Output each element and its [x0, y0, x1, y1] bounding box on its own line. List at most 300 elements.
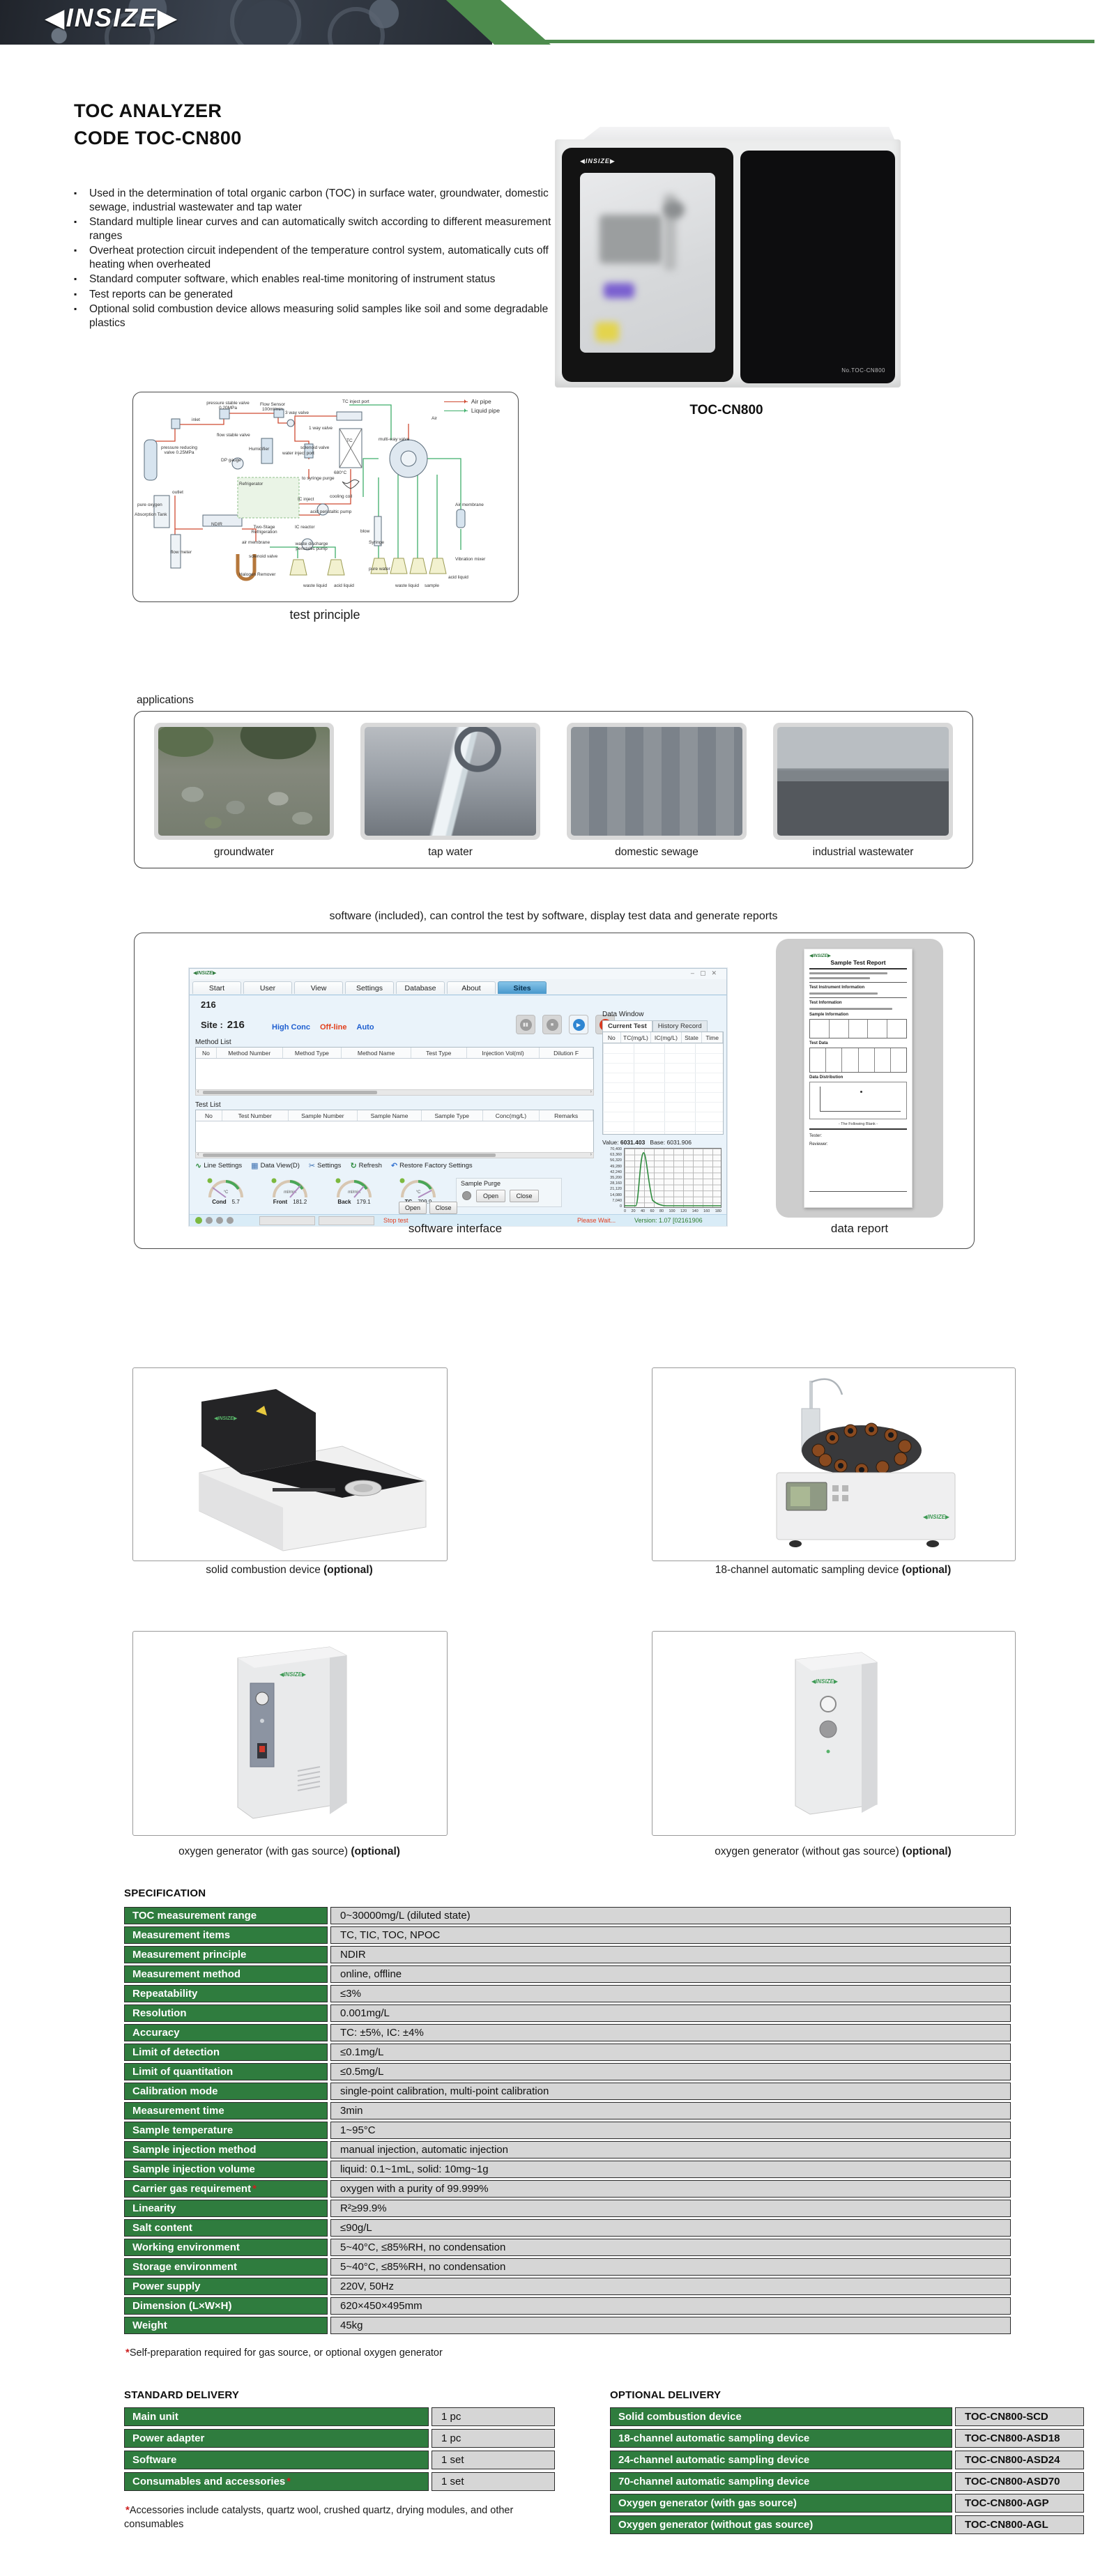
column-header: TC(mg/L)	[621, 1032, 651, 1043]
row-value: 1 set	[432, 2451, 555, 2469]
table-row	[124, 2180, 1011, 2198]
diagram-label: pressure reducing valve 0.25MPa	[160, 445, 198, 455]
row-value: oxygen with a purity of 99.999%	[330, 2180, 1011, 2198]
row-label: Dimension (L×W×H)	[124, 2297, 328, 2315]
badge-high-conc: High Conc	[272, 1023, 310, 1032]
row-label: Working environment	[124, 2239, 328, 2256]
tc-open-button[interactable]: Open	[399, 1202, 427, 1214]
gauge-value: 5.7	[231, 1199, 240, 1205]
table-row	[124, 2063, 1011, 2080]
row-value: TOC-CN800-ASD18	[955, 2429, 1084, 2448]
application-item	[360, 723, 540, 868]
diagram-label: solenoid valve	[249, 554, 278, 559]
row-value: TC: ±5%, IC: ±4%	[330, 2024, 1011, 2041]
accessories-footnote: *Accessories include catalysts, quartz wool, crushed quartz, drying modules, and other consumables	[124, 2504, 514, 2530]
toolbar-label: Refresh	[358, 1162, 382, 1170]
device-caption: oxygen generator (with gas source) (optional)	[178, 1846, 400, 1857]
table-row	[124, 2161, 1011, 2178]
row-value: TOC-CN800-AGP	[955, 2494, 1084, 2513]
diagram-label: Halogen Remover	[239, 572, 276, 577]
signal-curve	[625, 1153, 721, 1206]
method-list-scrollbar[interactable]: ‹ ›	[195, 1089, 594, 1096]
gauge-name: Cond	[212, 1199, 227, 1205]
row-label: Accuracy	[124, 2024, 328, 2041]
gauge-tc	[386, 1176, 450, 1205]
site-row	[201, 1019, 245, 1033]
purge-close-button[interactable]: Close	[510, 1190, 539, 1202]
test-principle-diagram	[133, 392, 518, 601]
report-section-title: Test Data	[809, 1041, 828, 1045]
application-item	[154, 723, 334, 868]
row-label: Power adapter	[124, 2429, 429, 2448]
table-row	[610, 2429, 1084, 2448]
applications-box	[134, 711, 973, 868]
table-row	[124, 1946, 1011, 1963]
column-header: Method Type	[283, 1048, 342, 1058]
legend-liquid-pipe: Liquid pipe	[444, 407, 500, 414]
y-tick-label: 42,240	[610, 1170, 622, 1174]
row-label: Sample injection method	[124, 2141, 328, 2159]
row-value: TOC-CN800-AGL	[955, 2515, 1084, 2534]
applications-heading: applications	[137, 694, 194, 706]
row-label: 70-channel automatic sampling device	[610, 2472, 952, 2491]
row-value: TC, TIC, TOC, NPOC	[330, 1926, 1011, 1944]
row-value: R²≥99.9%	[330, 2200, 1011, 2217]
play-button[interactable]: ▶	[569, 1015, 588, 1034]
column-header: No	[196, 1110, 222, 1121]
insize-logo: ◀INSIZE▶	[580, 158, 616, 164]
data-report-caption: data report	[830, 1222, 889, 1235]
table-row	[124, 2044, 1011, 2061]
report-blank-note: - The Following Blank -	[838, 1122, 878, 1126]
diagram-label: sample	[425, 583, 439, 588]
x-tick-label: 20	[631, 1209, 636, 1213]
toolbar-label: Data View(D)	[260, 1162, 300, 1170]
run-controls	[516, 1015, 615, 1034]
feature-list	[74, 187, 570, 331]
table-row	[610, 2407, 1084, 2426]
row-label: Salt content	[124, 2219, 328, 2237]
gauge-name: Back	[337, 1199, 351, 1205]
row-label: Sample injection volume	[124, 2161, 328, 2178]
table-row	[124, 2024, 1011, 2041]
test-list-label: Test List	[195, 1101, 221, 1109]
status-led-gray	[227, 1217, 234, 1224]
photo-frame	[360, 723, 540, 840]
insize-logo: ◀INSIZE▶	[45, 3, 179, 32]
row-value: 3min	[330, 2102, 1011, 2119]
diagram-label: flow meter	[171, 550, 192, 555]
report-title: Sample Test Report	[830, 959, 886, 966]
y-tick-label: 28,160	[610, 1181, 622, 1186]
legend-air-pipe: Air pipe	[444, 398, 500, 405]
toolbar-label: Settings	[317, 1162, 342, 1170]
row-label: Measurement time	[124, 2102, 328, 2119]
x-tick-label: 40	[640, 1209, 646, 1213]
y-tick-label: 14,080	[610, 1193, 622, 1197]
status-led-green	[195, 1217, 202, 1224]
method-list-label: Method List	[195, 1038, 231, 1046]
tab-start[interactable]: Start	[192, 981, 241, 994]
asterisk-marker: *	[287, 2476, 291, 2487]
svg-text:ml/min: ml/min	[284, 1190, 296, 1195]
row-label: Limit of detection	[124, 2044, 328, 2061]
gauge-readout	[322, 1199, 386, 1205]
row-value: 220V, 50Hz	[330, 2278, 1011, 2295]
diagram-label: waste liquid	[395, 583, 419, 588]
x-tick-label: 100	[669, 1209, 675, 1213]
row-label: Main unit	[124, 2407, 429, 2426]
table-row	[124, 2278, 1011, 2295]
version-text: Version: 1.07 [02161906	[634, 1217, 703, 1224]
specification-heading: SPECIFICATION	[124, 1887, 206, 1899]
row-value: 1 set	[432, 2472, 555, 2491]
column-header: Test Number	[222, 1110, 289, 1121]
row-value: TOC-CN800-SCD	[955, 2407, 1084, 2426]
air-pipe-line-icon	[444, 401, 468, 402]
row-value: ≤0.1mg/L	[330, 2044, 1011, 2061]
photo-caption: domestic sewage	[615, 846, 698, 858]
site-value: 216	[227, 1019, 245, 1031]
sample-purge-panel	[456, 1178, 562, 1207]
table-row	[610, 2494, 1084, 2513]
gear-icon	[328, 7, 385, 45]
toolbar-label: Line Settings	[204, 1162, 243, 1170]
y-tick-label: 49,280	[610, 1164, 622, 1169]
diagram-label: Humidifier	[249, 447, 270, 452]
toolbar-restore-factory-settings[interactable]	[391, 1161, 473, 1170]
stop-button[interactable]: ■	[542, 1015, 562, 1034]
diagram-label: pressure stable valve 0.20MPa	[206, 401, 250, 411]
table-row	[124, 2451, 555, 2469]
table-row	[124, 2239, 1011, 2256]
site-name-big: 216	[201, 999, 216, 1010]
row-label: Solid combustion device	[610, 2407, 952, 2426]
svg-text:◀INSIZE▶: ◀INSIZE▶	[214, 1416, 238, 1421]
diagram-legend	[444, 398, 500, 416]
row-label: Limit of quantitation	[124, 2063, 328, 2080]
y-tick-label: 70,400	[610, 1147, 622, 1151]
photo-caption: groundwater	[213, 846, 275, 858]
table-row	[124, 2258, 1011, 2276]
row-label: Linearity	[124, 2200, 328, 2217]
column-header: No	[603, 1032, 621, 1043]
product-model-label: TOC-CN800	[689, 403, 763, 417]
test-principle-caption: test principle	[289, 608, 360, 622]
report-section-title: Test Instrument Information	[809, 986, 865, 990]
diagram-label: TC inject port	[342, 399, 369, 404]
software-tabbar	[190, 979, 726, 995]
diagram-label: water inject port	[282, 451, 314, 456]
value-line: Value: 6031.403 Base: 6031.906	[602, 1139, 692, 1146]
row-label: Storage environment	[124, 2258, 328, 2276]
report-section-title: Data Distribution	[809, 1075, 843, 1080]
column-header: Conc(mg/L)	[483, 1110, 540, 1121]
row-label: Power supply	[124, 2278, 328, 2295]
tc-close-button[interactable]: Close	[429, 1202, 457, 1214]
sample-purge-label: Sample Purge	[461, 1180, 501, 1187]
x-tick-label: 180	[715, 1209, 722, 1213]
maximize-icon: ▢	[699, 969, 712, 976]
optional-delivery-table	[610, 2407, 1084, 2537]
row-value: 0~30000mg/L (diluted state)	[330, 1907, 1011, 1924]
table-row	[124, 1985, 1011, 2002]
y-tick-label: 0	[619, 1204, 622, 1209]
insize-logo: ◀INSIZE▶	[809, 953, 831, 958]
column-header: Sample Name	[358, 1110, 422, 1121]
purge-indicator-icon	[462, 1191, 471, 1200]
diagram-label: NDIR	[211, 522, 222, 527]
row-value: liquid: 0.1~1mL, solid: 10mg~1g	[330, 2161, 1011, 2178]
product-internals	[604, 283, 634, 298]
table-row	[124, 2141, 1011, 2159]
gauge-readout	[258, 1199, 322, 1205]
row-label: Oxygen generator (without gas source)	[610, 2515, 952, 2534]
row-label: Weight	[124, 2317, 328, 2334]
oxygen-generator-nogas-image	[652, 1631, 1016, 1836]
feature-item: ▪ Test reports can be generated	[74, 288, 570, 302]
report-page	[804, 949, 913, 1208]
diagram-label: inlet	[192, 417, 200, 422]
column-header: State	[682, 1032, 703, 1043]
row-value: 5~40°C, ≤85%RH, no condensation	[330, 2239, 1011, 2256]
diagram-label: acid peristaltic pump	[310, 509, 352, 514]
diagram-label: DP gauge	[221, 458, 241, 463]
column-header: No	[196, 1048, 217, 1058]
application-item	[567, 723, 747, 868]
tab-history-record[interactable]: History Record	[652, 1020, 708, 1033]
row-value: manual injection, automatic injection	[330, 2141, 1011, 2159]
page-header	[0, 0, 1107, 45]
software-box	[134, 933, 975, 1249]
svg-text:°C: °C	[415, 1190, 421, 1195]
row-value: 1 pc	[432, 2407, 555, 2426]
refresh-icon: ↻	[350, 1162, 357, 1170]
sampling-device-image	[652, 1367, 1016, 1561]
diagram-label: air membrane	[242, 540, 270, 545]
diagram-label: 3 way valve	[285, 411, 309, 415]
close-icon: ✕	[711, 969, 722, 976]
grid-icon: ▦	[251, 1162, 259, 1170]
diagram-label: Flow Sensor 100ml/min	[259, 402, 286, 412]
row-value: ≤0.5mg/L	[330, 2063, 1011, 2080]
column-header: Method Name	[342, 1048, 411, 1058]
table-row	[610, 2451, 1084, 2469]
table-row	[124, 2472, 555, 2491]
standard-delivery-table	[124, 2407, 555, 2494]
diagram-label: to syringe purge	[302, 476, 335, 481]
specification-table	[124, 1907, 1011, 2336]
product-image	[545, 123, 908, 399]
table-row	[124, 2297, 1011, 2315]
tools-icon: ✂	[308, 1162, 316, 1170]
photo-sewage	[571, 727, 742, 836]
row-value: single-point calibration, multi-point calibration	[330, 2083, 1011, 2100]
row-label: Measurement items	[124, 1926, 328, 1944]
chart-plot-area	[624, 1148, 722, 1208]
column-header: Sample Number	[289, 1110, 358, 1121]
tab-settings[interactable]: Settings	[345, 981, 394, 994]
gear-icon	[230, 0, 301, 45]
page-title	[74, 98, 242, 152]
row-value: online, offline	[330, 1965, 1011, 1983]
x-tick-label: 80	[659, 1209, 664, 1213]
tab-view[interactable]: View	[294, 981, 343, 994]
asterisk-marker: *	[252, 2183, 257, 2195]
tab-sites[interactable]: Sites	[498, 981, 547, 994]
tab-user[interactable]: User	[243, 981, 292, 994]
row-label: Measurement method	[124, 1965, 328, 1983]
row-value: TOC-CN800-ASD70	[955, 2472, 1084, 2491]
table-row	[124, 1926, 1011, 1944]
diagram-label: TC	[346, 438, 353, 443]
row-label: Calibration mode	[124, 2083, 328, 2100]
software-toolbar	[195, 1161, 473, 1170]
column-header: IC(mg/L)	[651, 1032, 681, 1043]
gauge-back	[322, 1176, 386, 1205]
row-value: TOC-CN800-ASD24	[955, 2451, 1084, 2469]
row-label: 18-channel automatic sampling device	[610, 2429, 952, 2448]
row-label: 24-channel automatic sampling device	[610, 2451, 952, 2469]
row-value: ≤3%	[330, 1985, 1011, 2002]
photo-frame	[154, 723, 334, 840]
diagram-label: IC reactor	[295, 525, 315, 530]
row-value: 45kg	[330, 2317, 1011, 2334]
diagram-label: waste liquid	[303, 583, 327, 588]
data-window-label: Data Window	[602, 1011, 644, 1018]
diagram-label: acid liquid	[334, 583, 354, 588]
table-row	[124, 2122, 1011, 2139]
y-tick-label: 35,200	[610, 1175, 622, 1180]
table-row	[124, 2102, 1011, 2119]
photo-frame	[773, 723, 953, 840]
photo-frame	[567, 723, 747, 840]
diagram-label: Air membrane	[455, 503, 484, 507]
diagram-label: Two-Stage Refrigeration	[251, 525, 277, 535]
software-interface-caption: software interface	[408, 1222, 503, 1235]
row-value: 5~40°C, ≤85%RH, no condensation	[330, 2258, 1011, 2276]
device-caption: solid combustion device (optional)	[206, 1564, 373, 1576]
table-row	[124, 2429, 555, 2448]
gauge-name: Front	[273, 1199, 288, 1205]
feature-item: ▪ Used in the determination of total organic carbon (TOC) in surface water, groundwater, domestic sewage, industrial wastewater and tap water	[74, 187, 570, 214]
photo-groundwater	[158, 727, 330, 836]
gauge-value: 179.1	[356, 1199, 371, 1205]
photo-caption: tap water	[428, 846, 473, 858]
y-tick-label: 7,040	[612, 1198, 622, 1203]
product-internals	[600, 215, 662, 263]
row-label: Consumables and accessories *	[124, 2472, 429, 2491]
column-header: Remarks	[540, 1110, 593, 1121]
feature-item: ▪ Overheat protection circuit independent of the temperature control system, automatically cuts off heating when overheated	[74, 244, 570, 271]
window-controls[interactable]	[691, 969, 722, 977]
signal-chart	[602, 1147, 725, 1214]
row-label: Repeatability	[124, 1985, 328, 2002]
data-report-frame	[776, 939, 943, 1218]
spec-footnote: *Self-preparation required for gas source, or optional oxygen generator	[125, 2347, 443, 2359]
row-label: Measurement principle	[124, 1946, 328, 1963]
tab-current-test[interactable]: Current Test	[602, 1020, 652, 1033]
table-row	[124, 2083, 1011, 2100]
purge-open-button[interactable]: Open	[476, 1190, 505, 1202]
diagram-label: blow	[360, 529, 370, 534]
row-label: Oxygen generator (with gas source)	[610, 2494, 952, 2513]
product-serial-label: No.TOC-CN800	[841, 367, 885, 374]
product-internals	[664, 201, 685, 219]
column-header: Dilution F	[540, 1048, 593, 1058]
oxygen-generator-gas-image	[132, 1631, 448, 1836]
table-row	[610, 2472, 1084, 2491]
page-title-line2: CODE TOC-CN800	[74, 128, 242, 148]
gauge-front	[258, 1176, 322, 1205]
diagram-label: Air	[432, 416, 437, 421]
method-list-table[interactable]	[195, 1047, 594, 1089]
toolbar-settings[interactable]	[309, 1161, 342, 1170]
row-value: 620×450×495mm	[330, 2297, 1011, 2315]
line-chart-icon: ∿	[195, 1162, 202, 1170]
y-tick-label: 21,120	[610, 1187, 622, 1192]
data-window-table	[602, 1032, 724, 1043]
tab-about[interactable]: About	[447, 981, 496, 994]
test-list-scrollbar[interactable]: ‹ ›	[195, 1152, 594, 1158]
y-tick-label: 56,320	[610, 1158, 622, 1163]
test-principle-box	[132, 392, 519, 602]
toolbar-label: Restore Factory Settings	[399, 1162, 473, 1170]
column-header: Injection Vol(ml)	[467, 1048, 540, 1058]
report-tester-label: Tester:	[809, 1134, 823, 1138]
table-row	[124, 2317, 1011, 2334]
badge-off-line: Off-line	[320, 1023, 347, 1032]
diagram-label: Vibration mixer	[455, 557, 486, 562]
diagram-label: multi-way valve	[379, 437, 410, 442]
minimize-icon: –	[690, 969, 700, 976]
toolbar-data-view-d-[interactable]	[251, 1161, 300, 1170]
svg-text:ml/min: ml/min	[348, 1190, 360, 1195]
table-row	[124, 2200, 1011, 2217]
product-right-door	[740, 151, 895, 383]
product-internals	[595, 322, 619, 342]
toolbar-line-settings[interactable]	[195, 1161, 242, 1170]
software-caption: software (included), can control the test by software, display test data and generate reports	[329, 910, 778, 922]
column-header: Sample Type	[422, 1110, 483, 1121]
row-value: 0.001mg/L	[330, 2004, 1011, 2022]
table-row	[610, 2515, 1084, 2534]
table-row	[124, 1965, 1011, 1983]
diagram-label: outlet	[172, 490, 183, 495]
undo-icon: ↶	[390, 1162, 398, 1170]
y-tick-label: 63,360	[610, 1153, 622, 1158]
x-tick-label: 0	[624, 1209, 627, 1213]
gauge-cond	[194, 1176, 258, 1205]
test-list-table[interactable]	[195, 1110, 594, 1152]
photo-industrial	[777, 727, 949, 836]
toolbar-refresh[interactable]	[350, 1161, 381, 1170]
device-caption: oxygen generator (without gas source) (optional)	[715, 1846, 952, 1857]
diagram-label: pure oxygen	[137, 503, 162, 507]
x-tick-label: 140	[692, 1209, 698, 1213]
x-tick-label: 160	[703, 1209, 710, 1213]
column-header: Time	[702, 1032, 723, 1043]
feature-item: ▪ Standard computer software, which enables real-time monitoring of instrument status	[74, 273, 570, 286]
header-accent-line	[498, 40, 1094, 43]
please-wait-text: Please Wait...	[577, 1217, 616, 1224]
svg-text:◀INSIZE▶: ◀INSIZE▶	[811, 1678, 839, 1685]
pause-button[interactable]: ▮▮	[516, 1015, 535, 1034]
application-item	[773, 723, 953, 868]
tab-database[interactable]: Database	[396, 981, 445, 994]
stop-test-text: Stop test	[383, 1217, 409, 1224]
gauge-value: 181.2	[293, 1199, 307, 1205]
